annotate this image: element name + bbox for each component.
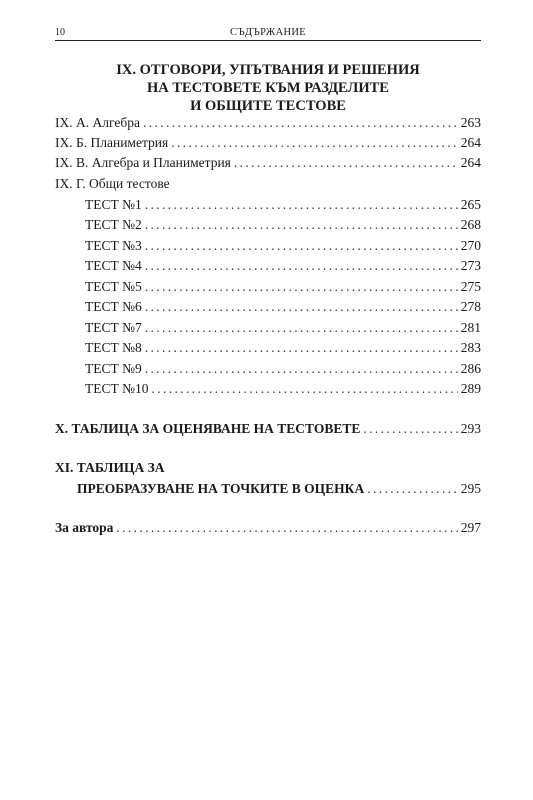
- section-ix-title: [55, 61, 481, 115]
- toc-entry-page: 264: [460, 135, 481, 150]
- toc-entry-page: 293: [460, 421, 481, 436]
- toc-entry-label: За автора: [55, 520, 114, 535]
- toc-entry-label: IX. Б. Планиметрия: [55, 135, 169, 150]
- toc-entry-label: ТЕСТ №5: [85, 279, 142, 294]
- dot-leader: [143, 115, 458, 131]
- toc-entry-label: ТЕСТ №1: [85, 197, 142, 212]
- dot-leader: [145, 258, 458, 274]
- toc-test-entry[interactable]: [85, 217, 481, 235]
- toc-entry-algebra-planimetry[interactable]: [55, 155, 481, 173]
- toc-test-entry[interactable]: [85, 299, 481, 317]
- toc-entry-page: 286: [460, 361, 481, 376]
- dot-leader: [145, 217, 458, 233]
- toc-entry-page: 295: [460, 481, 481, 496]
- toc-entry-page: 264: [460, 155, 481, 170]
- dot-leader: [367, 481, 458, 497]
- toc-test-entry[interactable]: [85, 340, 481, 358]
- toc-entry-label: ТЕСТ №6: [85, 299, 142, 314]
- toc-test-entry[interactable]: [85, 320, 481, 338]
- section-ix-title-line: И ОБЩИТЕ ТЕСТОВЕ: [190, 98, 346, 114]
- toc-entry-page: 289: [460, 381, 481, 396]
- toc-entry-label: ТЕСТ №4: [85, 258, 142, 273]
- dot-leader: [145, 279, 458, 295]
- dot-leader: [145, 238, 458, 254]
- toc-test-entry[interactable]: [85, 258, 481, 276]
- toc-entry-label: ТЕСТ №2: [85, 217, 142, 232]
- toc-entry-page: 297: [460, 520, 481, 535]
- toc-entry-label: XI. ТАБЛИЦА ЗА: [55, 460, 165, 475]
- dot-leader: [152, 381, 458, 397]
- toc-subheading-general-tests: [55, 176, 481, 194]
- dot-leader: [145, 361, 458, 377]
- toc-entry-label: ПРЕОБРАЗУВАНЕ НА ТОЧКИТЕ В ОЦЕНКА: [77, 481, 365, 496]
- toc-entry-label: ТЕСТ №7: [85, 320, 142, 335]
- running-head-title: СЪДЪРЖАНИЕ: [230, 27, 306, 38]
- toc-entry-label: ТЕСТ №10: [85, 381, 149, 396]
- toc-test-entry[interactable]: [85, 279, 481, 297]
- dot-leader: [116, 520, 457, 536]
- toc-entry-label: X. ТАБЛИЦА ЗА ОЦЕНЯВАНЕ НА ТЕСТОВЕТЕ: [55, 421, 361, 436]
- toc-entry-page: 268: [460, 217, 481, 232]
- toc-subheading-label: IX. Г. Общи тестове: [55, 176, 170, 191]
- dot-leader: [145, 197, 458, 213]
- toc-test-entry[interactable]: [85, 381, 481, 399]
- toc-test-entry[interactable]: [85, 197, 481, 215]
- running-header: [55, 25, 481, 41]
- toc-entry-page: 283: [460, 340, 481, 355]
- toc-entry-grading-table[interactable]: [55, 421, 481, 439]
- toc-entry-page: 263: [460, 115, 481, 130]
- dot-leader: [145, 340, 458, 356]
- dot-leader: [234, 155, 458, 171]
- toc-entry-page: 265: [460, 197, 481, 212]
- toc-entry-label: ТЕСТ №8: [85, 340, 142, 355]
- toc-entry-planimetry[interactable]: [55, 135, 481, 153]
- dot-leader: [363, 421, 457, 437]
- section-ix-title-line: IX. ОТГОВОРИ, УПЪТВАНИЯ И РЕШЕНИЯ: [116, 62, 420, 78]
- page-number: 10: [55, 27, 65, 38]
- toc-entry-page: 275: [460, 279, 481, 294]
- toc-entry-label: ТЕСТ №3: [85, 238, 142, 253]
- toc-entry-label: ТЕСТ №9: [85, 361, 142, 376]
- toc-entry-conversion-table-line1[interactable]: [55, 460, 481, 478]
- toc-entry-conversion-table-line2[interactable]: [77, 481, 481, 499]
- dot-leader: [145, 320, 458, 336]
- toc-entry-label: IX. А. Алгебра: [55, 115, 140, 130]
- dot-leader: [171, 135, 458, 151]
- toc-entry-page: 270: [460, 238, 481, 253]
- toc-entry-page: 278: [460, 299, 481, 314]
- toc-entry-label: IX. В. Алгебра и Планиметрия: [55, 155, 231, 170]
- toc-test-entry[interactable]: [85, 238, 481, 256]
- dot-leader: [145, 299, 458, 315]
- toc-test-entry[interactable]: [85, 361, 481, 379]
- toc-entry-page: 281: [460, 320, 481, 335]
- section-ix-title-line: НА ТЕСТОВЕТЕ КЪМ РАЗДЕЛИТЕ: [147, 80, 389, 96]
- toc-entry-algebra[interactable]: [55, 115, 481, 133]
- toc-entry-page: 273: [460, 258, 481, 273]
- toc-entry-about-author[interactable]: [55, 520, 481, 538]
